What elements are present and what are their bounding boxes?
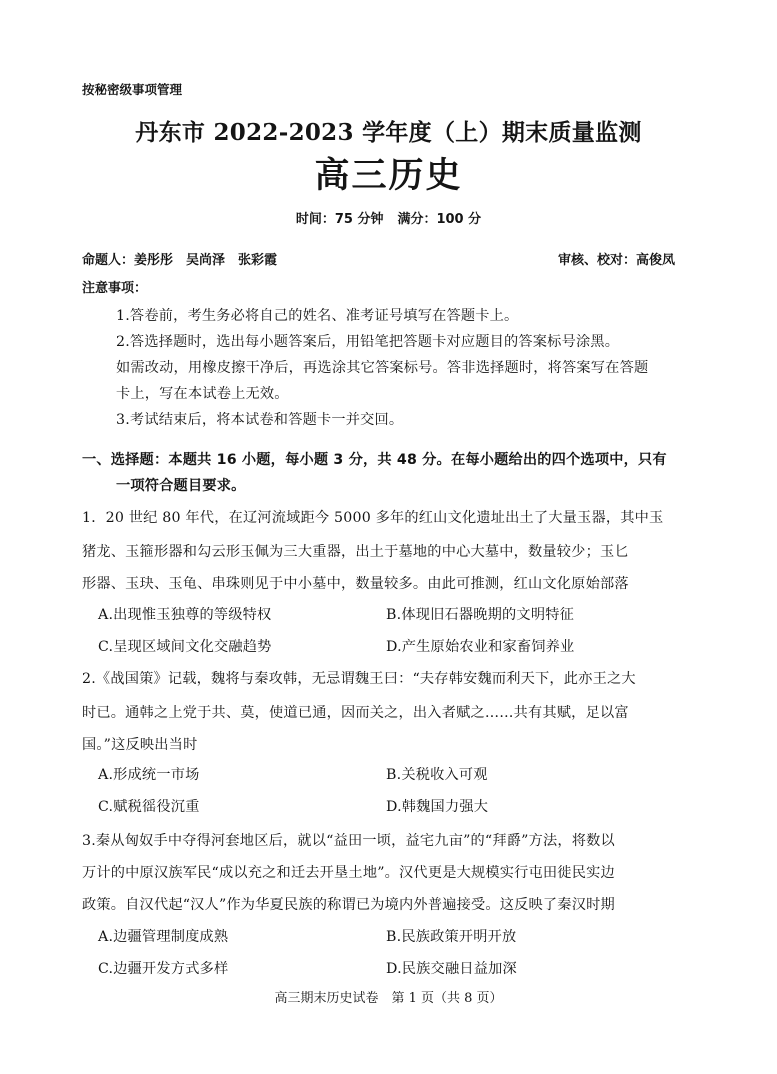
confidentiality-label: 按秘密级事项管理 [82, 82, 183, 97]
notice-item: 2.答选择题时，选出每小题答案后，用铅笔把答题卡对应题目的答案标号涂黑。 [116, 334, 620, 350]
full-score: 满分：100 分 [397, 212, 482, 227]
question-1-option-d: D.产生原始农业和家畜饲养业 [386, 639, 575, 655]
question-2-line: 2.《战国策》记载，魏将与秦攻韩，无忌谓魏王曰：“夫存韩安魏而利天下，此亦王之大 [82, 671, 636, 687]
question-2-option-c: C.赋税徭役沉重 [98, 799, 200, 815]
question-1-option-a: A.出现惟玉独尊的等级特权 [98, 607, 272, 623]
notice-item: 卡上，写在本试卷上无效。 [116, 386, 289, 402]
notice-item: 如需改动，用橡皮擦干净后，再选涂其它答案标号。答非选择题时，将答案写在答题 [116, 360, 649, 376]
question-2-option-a: A.形成统一市场 [98, 767, 200, 783]
exam-reviewers: 审核、校对：高俊凤 [557, 253, 675, 268]
question-3-option-b: B.民族政策开明开放 [386, 929, 517, 945]
question-3-line: 3.秦从匈奴手中夺得河套地区后，就以“益田一顷，益宅九亩”的“拜爵”方法，将数以 [82, 833, 615, 849]
question-1-line: 1．20 世纪 80 年代，在辽河流域距今 5000 多年的红山文化遗址出土了大量玉器，其中玉 [82, 510, 664, 526]
question-3-line: 万计的中原汉族军民“成以充之和迁去开垦土地”。汉代更是大规模实行屯田徙民实边 [82, 865, 615, 881]
section-heading: 一、选择题：本题共 16 小题，每小题 3 分，共 48 分。在每小题给出的四个选项中，只有 [82, 452, 667, 468]
question-1-line: 猪龙、玉箍形器和勾云形玉佩为三大重器，出土于墓地的中心大墓中，数量较少；玉匕 [82, 544, 629, 560]
section-heading-continued: 一项符合题目要求。 [116, 478, 246, 494]
question-3-line: 政策。自汉代起“汉人”作为华夏民族的称谓已为境内外普遍接受。这反映了秦汉时期 [82, 897, 615, 913]
question-3-option-c: C.边疆开发方式多样 [98, 961, 229, 977]
exam-time: 时间：75 分钟 [295, 212, 384, 227]
question-2-option-d: D.韩魏国力强大 [386, 799, 489, 815]
subject-title: 高三历史 [314, 155, 463, 196]
question-2-line: 国。”这反映出当时 [82, 737, 198, 753]
notice-item: 3.考试结束后，将本试卷和答题卡一并交回。 [116, 412, 404, 428]
question-3-option-a: A.边疆管理制度成熟 [98, 929, 229, 945]
question-1-option-c: C.呈现区域间文化交融趋势 [98, 639, 272, 655]
notice-title: 注意事项： [82, 281, 148, 296]
exam-authors: 命题人：姜彤彤 吴尚泽 张彩霞 [82, 253, 278, 268]
question-1-line: 形器、玉玦、玉龟、串珠则见于中小墓中，数量较多。由此可推测，红山文化原始部落 [82, 576, 629, 592]
question-2-line: 时已。通韩之上党于共、莫，使道已通，因而关之，出入者赋之……共有其赋，足以富 [82, 705, 629, 721]
notice-item: 1.答卷前，考生务必将自己的姓名、准考证号填写在答题卡上。 [116, 308, 519, 324]
question-2-option-b: B.关税收入可观 [386, 767, 488, 783]
question-1-option-b: B.体现旧石器晚期的文明特征 [386, 607, 574, 623]
page-footer: 高三期末历史试卷 第 1 页（共 8 页） [274, 991, 503, 1006]
exam-meta [0, 208, 777, 227]
question-3-option-d: D.民族交融日益加深 [386, 961, 517, 977]
exam-title: 丹东市 2022-2023 学年度（上）期末质量监测 [135, 119, 642, 146]
